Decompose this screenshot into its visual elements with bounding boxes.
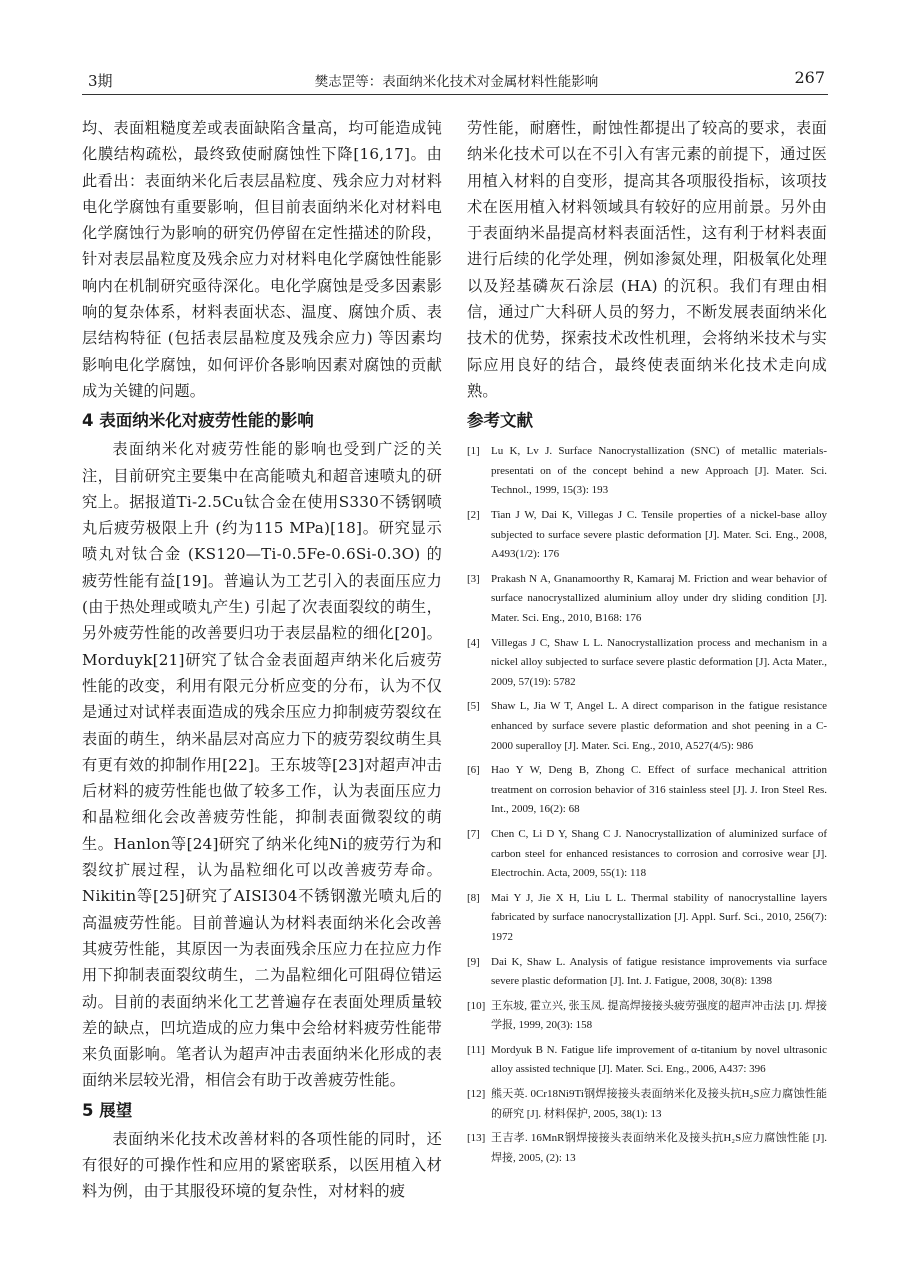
reference-item: [467, 761, 827, 820]
issue-number: 3期: [88, 72, 113, 90]
reference-number: [13]: [467, 1132, 486, 1145]
reference-number: [10]: [467, 999, 486, 1012]
left-column: [82, 115, 442, 1205]
reference-text: Mordyuk B N. Fatigue life improvement of α-titanium by novel ultrasonic alloy assisted technique [J]. Mater. Sci. Eng., 2006, A437: 396: [491, 1043, 827, 1076]
reference-text: Tian J W, Dai K, Villegas J C. Tensile properties of a nickel-base alloy subjected to surface severe plastic deformation [J]. Mater. Sci. Eng., 2008, A493(1/2): 176: [491, 509, 827, 561]
references-heading: 参考文献: [467, 411, 533, 431]
reference-item: [467, 825, 827, 884]
reference-number: [3]: [467, 572, 480, 585]
reference-text: Chen C, Li D Y, Shang C J. Nanocrystallization of aluminized surface of carbon steel for enhanced resistances to corrosion and corrosive wear [J]. Electrochin. Acta, 2009, 55(1): 118: [491, 827, 827, 880]
page-number: 267: [794, 68, 825, 87]
reference-text: 王吉孝. 16MnR钢焊接接头表面纳米化及接头抗H₂S应力腐蚀性能 [J]. 焊接, 2005, (2): 13: [491, 1132, 827, 1164]
reference-item: [467, 1129, 827, 1168]
reference-item: [467, 953, 827, 992]
reference-item: [467, 1085, 827, 1124]
reference-text: Mai Y J, Jie X H, Liu L L. Thermal stability of nanocrystalline layers fabricated by surface nanocrystallization [J]. Appl. Surf. Sci., 2010, 256(7): 1972: [491, 891, 827, 943]
reference-item: [467, 997, 827, 1036]
reference-number: [11]: [467, 1043, 485, 1056]
reference-text: Hao Y W, Deng B, Zhong C. Effect of surface mechanical attrition treatment on corrosion behavior of 316 stainless steel [J]. J. Iron Steel Res. Int., 2009, 16(2): 68: [491, 764, 827, 816]
reference-text: 王东坡, 霍立兴, 张玉凤. 提高焊接接头疲劳强度的超声冲击法 [J]. 焊接学报, 1999, 20(3): 158: [491, 999, 827, 1032]
reference-text: Villegas J C, Shaw L L. Nanocrystallization process and mechanism in a nickel alloy subjected to surface severe plastic deformation [J]. Acta Mater., 2009, 57(19): 5782: [491, 636, 827, 688]
reference-text: Shaw L, Jia W T, Angel L. A direct comparison in the fatigue resistance enhanced by surface severe plastic deformation and shot peening in a C-2000 superalloy [J]. Mater. Sci. Eng., 2010, A527(4/5): 986: [491, 700, 827, 752]
body-paragraph: 表面纳米化技术改善材料的各项性能的同时，还有很好的可操作性和应用的紧密联系，以医用植入材料为例，由于其服役环境的复杂性，对材料的疲: [82, 1129, 442, 1201]
reference-number: [4]: [467, 636, 480, 649]
reference-number: [8]: [467, 891, 480, 904]
reference-text: 熊天英. 0Cr18Ni9Ti钢焊接接头表面纳米化及接头抗H₂S应力腐蚀性能的研究 [J]. 材料保护, 2005, 38(1): 13: [491, 1088, 827, 1120]
reference-item: [467, 570, 827, 629]
reference-item: [467, 442, 827, 501]
running-header: [88, 68, 825, 92]
reference-text: Prakash N A, Gnanamoorthy R, Kamaraj M. Friction and wear behavior of surface nanocrystallized aluminium alloy under dry sliding condition [J]. Mater. Sci. Eng., 2010, B168: 176: [491, 572, 827, 625]
reference-number: [9]: [467, 955, 480, 968]
reference-item: [467, 506, 827, 565]
reference-number: [2]: [467, 509, 480, 522]
reference-number: [12]: [467, 1088, 486, 1101]
reference-item: [467, 889, 827, 948]
right-column: [467, 115, 827, 1173]
running-title: 樊志罡等：表面纳米化技术对金属材料性能影响: [314, 74, 599, 90]
body-paragraph: 表面纳米化对疲劳性能的影响也受到广泛的关注，目前研究主要集中在高能喷丸和超音速喷丸的研究上。据报道Ti-2.5Cu钛合金在使用S330不锈钢喷丸后疲劳极限上升 (约为115 MPa)[18]。研究显示喷丸对钛合金 (KS120—Ti-0.5Fe-0.6Si-0.3O) 的疲劳性能有益[19]。普遍认为工艺引入的表面压应力 (由于热处理或喷丸产生) 引起了次表面裂纹的萌生，另外疲劳性能的改善要归功于表层晶粒的细化[20]。Morduyk[21]研究了钛合金表面超声纳米化后疲劳性能的改变，利用有限元分析应变的分布，认为不仅是通过对试样表面造成的残余压应力抑制疲劳裂纹在表面的萌生，纳米晶层对高应力下的疲劳裂纹萌生具有更有效的抑制作用[22]。王东坡等[23]对超声冲击后材料的疲劳性能也做了较多工作，认为表面压应力和晶粒细化会改善疲劳性能，抑制表面微裂纹的萌生。Hanlon等[24]研究了纳米化纯Ni的疲劳行为和裂纹扩展过程，认为晶粒细化可以改善疲劳寿命。Nikitin等[25]研究了AISI304不锈钢激光喷丸后的高温疲劳性能。目前普遍认为材料表面纳米化会改善其疲劳性能，其原因一为表面残余压应力在拉应力作用下抑制表面裂纹萌生，二为晶粒细化可阻碍位错运动。目前的表面纳米化工艺普遍存在表面处理质量较差的缺点，凹坑造成的应力集中会给材料疲劳性能带来负面影响。笔者认为超声冲击表面纳米化形成的表面纳米层较光滑，相信会有助于改善疲劳性能。: [82, 440, 442, 1090]
body-paragraph: 劳性能，耐磨性，耐蚀性都提出了较高的要求，表面纳米化技术可以在不引入有害元素的前提下，通过医用植入材料的自变形，提高其各项服役指标，该项技术在医用植入材料领域具有较好的应用前景。另外由于表面纳米晶提高材料表面活性，这有利于材料表面进行后续的化学处理，例如渗氮处理，阳极氧化处理以及羟基磷灰石涂层 (HA) 的沉积。我们有理由相信，通过广大科研人员的努力，不断发展表面纳米化技术的优势，探索技术改性机理，会将纳米技术与实际应用良好的结合，最终使表面纳米化技术走向成熟。: [467, 119, 827, 400]
reference-item: [467, 1041, 827, 1080]
reference-number: [6]: [467, 764, 480, 777]
header-rule: [82, 94, 828, 95]
section-4-heading: 4 表面纳米化对疲劳性能的影响: [82, 411, 314, 431]
section-5-heading: 5 展望: [82, 1100, 133, 1120]
reference-list: [467, 442, 827, 1168]
reference-number: [1]: [467, 445, 480, 458]
reference-item: [467, 697, 827, 756]
reference-text: Lu K, Lv J. Surface Nanocrystallization (SNC) of metallic materials-presentati on of the concept behind a new Approach [J]. Mater. Sci. Technol., 1999, 15(3): 193: [491, 445, 827, 497]
reference-number: [5]: [467, 700, 480, 713]
reference-item: [467, 634, 827, 693]
reference-text: Dai K, Shaw L. Analysis of fatigue resistance improvements via surface severe plastic deformation [J]. Int. J. Fatigue, 2008, 30(8): 1398: [491, 955, 827, 988]
reference-number: [7]: [467, 827, 480, 840]
body-paragraph: 均、表面粗糙度差或表面缺陷含量高，均可能造成钝化膜结构疏松，最终致使耐腐蚀性下降[16,17]。由此看出：表面纳米化后表层晶粒度、残余应力对材料电化学腐蚀有重要影响，但目前表面纳米化对材料电化学腐蚀行为影响的研究仍停留在定性描述的阶段，针对表层晶粒度及残余应力对材料电化学腐蚀性能影响内在机制研究亟待深化。电化学腐蚀是受多因素影响的复杂体系，材料表面状态、温度、腐蚀介质、表层结构特征 (包括表层晶粒度及残余应力) 等因素均影响电化学腐蚀，如何评价各影响因素对腐蚀的贡献成为关键的问题。: [82, 119, 442, 400]
